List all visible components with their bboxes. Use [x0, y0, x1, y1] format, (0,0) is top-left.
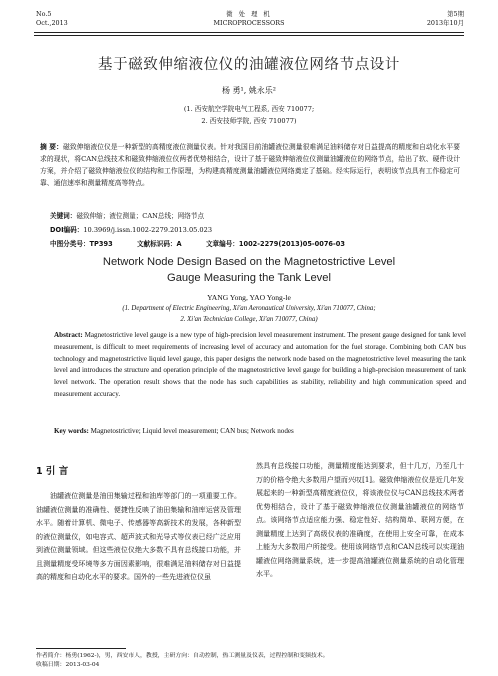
keywords-cn-label: 关键词：: [50, 212, 77, 220]
journal-name-cn: 微 处 理 机: [226, 10, 272, 18]
intro-paragraph-right: 然具有总线接口功能，测量精度能达到要求，但十几万，乃至几十万的价格令绝大多数用户望而兴叹[1]。磁致伸缩液位仪是近几年发展起来的一种新型高精度液位仪，将该液位仪与CAN总线技术两者优势相结合，设计了基于磁致伸缩液位仪测量油罐液位的网络节点。该网络节点适应能力强、稳定性好、结构简单、联网方便，在测量精度上达到了高级仪表的准确度，在使用上安全可靠，在成本上能为大多数用户所接受。使用该网络节点和CAN总线可以实现油罐液位网络测量系统，进一步提高油罐液位测量系统的自动化管理水平。: [256, 462, 464, 578]
doi-text: 10.3969/j.issn.1002-2279.2013.05.023: [83, 226, 213, 234]
title-en-line-1: Network Node Design Based on the Magnetostrictive Level: [102, 256, 396, 268]
issue-number: No.5: [36, 10, 52, 18]
authors-en: YANG Yong, YAO Yong-le: [207, 293, 291, 302]
doi-label: DOI编码：: [50, 226, 84, 234]
clc-number: 中图分类号：TP393: [50, 240, 113, 248]
body-column-left: [36, 490, 241, 585]
abstract-en-text: Magnetostrictive level gauge is a new type of high-precision level measurement instrument. The present gauge designed for tank level measurement, is difficult to meet requirements of increasing level of accuracy and automation for the fuel storage. Combining both CAN bus technology and magnetostrictive liquid level gauge, this paper designs the network node based on the magnetostrictive level measuring the tank level and introduces the structure and operation principle of the magnetostrictive level gauge for building a high-precision measurement of tank level network. The operation result shows that the node has such capabilities as stability, reliability and high communication speed and measurement accuracy.: [54, 331, 466, 398]
date-cn: 2013年10月: [426, 19, 464, 27]
header-rule-thin: [34, 35, 464, 36]
classification-line: [50, 238, 367, 248]
running-header-right: [427, 10, 464, 28]
article-number: 文章编号：1002-2279(2013)05-0076-03: [205, 240, 345, 248]
authors-cn: 杨 勇¹, 姚永乐²: [221, 86, 277, 95]
paper-title-cn: 基于磁致伸缩液位仪的油罐液位网络节点设计: [98, 57, 400, 73]
keywords-en-text: Magnetostrictive; Liquid level measurement; CAN bus; Network nodes: [90, 427, 294, 435]
abstract-en: [54, 330, 466, 401]
document-code: 文献标识码：A: [136, 240, 182, 248]
footnote-rule: [36, 648, 126, 649]
abstract-cn-label: 摘 要：: [40, 143, 63, 151]
issue-cn: 第5期: [447, 10, 464, 18]
affiliation-en-1: (1. Department of Electric Engineering, Xi'an Aeronautical University, Xi'an 710077, China;: [122, 305, 376, 312]
keywords-cn: [50, 210, 204, 220]
footnote-author-info: 作者简介：杨勇(1962-)，男，西安市人，教授，主研方向：自动控制，热工测量及仪表，过程控制和变频技术。: [36, 653, 329, 659]
journal-name-en: MICROPROCESSORS: [213, 19, 285, 27]
keywords-en: [54, 427, 466, 435]
running-header-center: [0, 10, 498, 28]
intro-paragraph-left: 油罐液位测量是油田集输过程和油库等部门的一项重要工作。油罐液位测量的准确性、便捷性反映了油田集输和油库运营及管理水平。随着计算机、微电子、传感器等高新技术的发展，各种新型的液位测量仪，如电容式、超声波式和光导式等仪表已经广泛应用到液位测量领域。但这些液位仪绝大多数不具有总线接口功能，并且测量精度受环境等多方面因素影响，很难满足油料储存对日益提高的精度和自动化水平的要求。国外的一些先进液位仪虽: [36, 492, 241, 581]
footnote-received-date: 收稿日期：2013-03-04: [36, 662, 100, 668]
title-en-line-2: Gauge Measuring the Tank Level: [167, 272, 331, 284]
affiliation-cn-2: 2. 西安技师学院, 西安 710077): [201, 117, 297, 125]
abstract-en-label: Abstract:: [54, 331, 83, 339]
paper-title-en: [0, 254, 498, 286]
keywords-en-label: Key words:: [54, 427, 89, 435]
affiliation-en-2: 2. Xi'an Technician College, Xi'an 710077, China): [180, 316, 318, 323]
section-heading-introduction: 1 引 言: [36, 466, 69, 477]
header-rule: [34, 32, 464, 33]
doi-line: [50, 224, 212, 234]
body-column-right: [256, 460, 464, 582]
affiliation-cn-1: (1. 西安航空学院电气工程系, 西安 710077;: [183, 105, 315, 113]
abstract-cn: [40, 142, 460, 190]
keywords-cn-text: 磁致伸缩；液位测量；CAN总线；网络节点: [76, 212, 205, 220]
issue-date: Oct.,2013: [36, 19, 68, 27]
abstract-cn-text: 磁致伸缩液位仪是一种新型的高精度液位测量仪表。针对我国目前油罐液位测量很难满足油料储存对日益提高的精度和自动化水平要求的现状，将CAN总线技术和磁致伸缩液位仪两者优势相结合，设计了基于磁致伸缩液位仪测量油罐液位的网络节点，给出了软、硬件设计方案，并介绍了磁致伸缩液位仪的结构和工作原理，为构建高精度测量油罐液位网络奠定了基础。经实际运行，表明该节点具有工作稳定可靠、通信速率和测量精度高等特点。: [40, 143, 461, 187]
